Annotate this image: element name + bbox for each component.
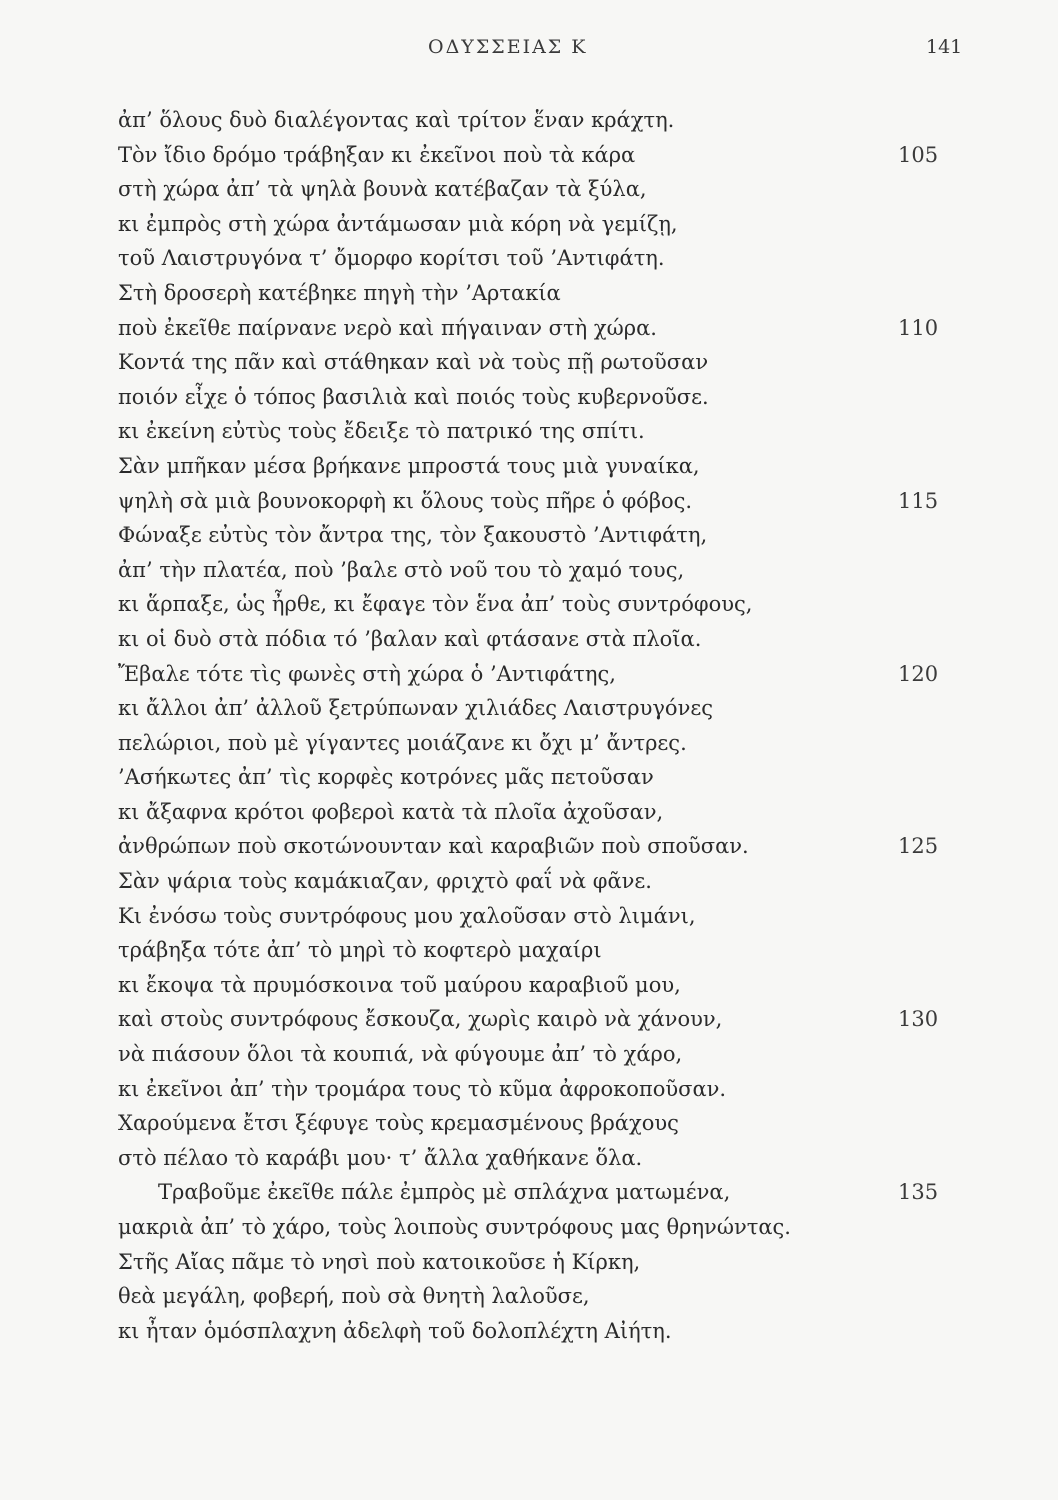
line-number: 115 <box>898 488 939 513</box>
verse-text: κι ἐκεῖνοι ἀπ’ τὴν τρομάρα τους τὸ κῦμα ἀφροκοποῦσαν. <box>118 1076 727 1101</box>
verse-text: κι ἄξαφνα κρότοι φοβεροὶ κατὰ τὰ πλοῖα ἀχοῦσαν, <box>118 799 664 824</box>
verse-line <box>118 1002 938 1037</box>
verse-line <box>118 311 938 346</box>
verse-text: μακριὰ ἀπ’ τὸ χάρο, τοὺς λοιποὺς συντρόφους μας θρηνώντας. <box>118 1215 791 1239</box>
verse-line <box>118 587 938 622</box>
verse-line <box>118 1175 938 1210</box>
verse-line <box>118 760 938 795</box>
verse-text: στὸ πέλαο τὸ καράβι μου· τ’ ἄλλα χαθήκανε ὅλα. <box>118 1145 643 1170</box>
verse-line <box>118 795 938 830</box>
verse-line <box>118 899 938 934</box>
verse-text: κι ἅρπαξε, ὡς ἦρθε, κι ἔφαγε τὸν ἕνα ἀπ’ τοὺς συντρόφους, <box>118 592 753 617</box>
verse-text: τράβηξα τότε ἀπ’ τὸ μηρὶ τὸ κοφτερὸ μαχαίρι <box>118 938 602 963</box>
verse-text: νὰ πιάσουν ὅλοι τὰ κουπιά, νὰ φύγουμε ἀπ’ τὸ χάρο, <box>118 1042 683 1067</box>
verse-line <box>118 829 938 864</box>
verse-text: ποὺ ἐκεῖθε παίρνανε νερὸ καὶ πήγαιναν στὴ χώρα. <box>118 315 657 340</box>
running-title: ΟΔΥΣΣΕΙΑΣ Κ <box>428 36 588 58</box>
verse-line <box>118 933 938 968</box>
verse-text: Στῆς Αἴας πᾶμε τὸ νησὶ ποὺ κατοικοῦσε ἡ Κίρκη, <box>118 1249 641 1274</box>
verse-text: κι ἔκοψα τὰ πρυμόσκοινα τοῦ μαύρου καραβιοῦ μου, <box>118 972 681 997</box>
verse-line <box>118 172 938 207</box>
verse-text: ψηλὴ σὰ μιὰ βουνοκορφὴ κι ὅλους τοὺς πῆρε ὁ φόβος. <box>118 488 693 513</box>
verse-line <box>118 207 938 242</box>
verse-line <box>118 138 938 173</box>
verse-line <box>118 1210 938 1245</box>
verse-text: κι ἐμπρὸς στὴ χώρα ἀντάμωσαν μιὰ κόρη νὰ γεμίζῃ, <box>118 211 678 236</box>
verse-line <box>118 691 938 726</box>
verse-text: ποιόν εἶχε ὁ τόπος βασιλιὰ καὶ ποιός τοὺς κυβερνοῦσε. <box>118 384 709 409</box>
verse-block <box>118 103 938 1348</box>
verse-text: Χαρούμενα ἔτσι ξέφυγε τοὺς κρεμασμένους βράχους <box>118 1111 679 1136</box>
verse-line <box>118 864 938 899</box>
page-number: 141 <box>926 36 963 58</box>
line-number: 120 <box>898 661 939 686</box>
verse-text: Τὸν ἴδιο δρόμο τράβηξαν κι ἐκεῖνοι ποὺ τὰ κάρα <box>118 142 636 167</box>
verse-text: Στὴ δροσερὴ κατέβηκε πηγὴ τὴν ’Αρτακία <box>118 280 561 305</box>
verse-line <box>118 553 938 588</box>
verse-line <box>118 380 938 415</box>
verse-text: Ἔβαλε τότε τὶς φωνὲς στὴ χώρα ὁ ’Αντιφάτης, <box>118 661 616 686</box>
verse-text: Κοντά της πᾶν καὶ στάθηκαν καὶ νὰ τοὺς πῇ ρωτοῦσαν <box>118 350 709 375</box>
verse-line <box>118 1279 938 1314</box>
verse-text: ’Ασήκωτες ἀπ’ τὶς κορφὲς κοτρόνες μᾶς πετοῦσαν <box>118 765 654 790</box>
verse-text: θεὰ μεγάλη, φοβερή, ποὺ σὰ θνητὴ λαλοῦσε, <box>118 1284 590 1309</box>
verse-line <box>118 518 938 553</box>
verse-line <box>118 1141 938 1176</box>
verse-text: καὶ στοὺς συντρόφους ἔσκουζα, χωρὶς καιρὸ νὰ χάνουν, <box>118 1007 723 1032</box>
verse-line <box>118 241 938 276</box>
line-number: 130 <box>898 1007 939 1032</box>
verse-text: Τραβοῦμε ἐκεῖθε πάλε ἐμπρὸς μὲ σπλάχνα ματωμένα, <box>158 1180 731 1205</box>
verse-line <box>118 657 938 692</box>
verse-line <box>118 484 938 519</box>
verse-text: Σὰν μπῆκαν μέσα βρήκανε μπροστά τους μιὰ γυναίκα, <box>118 453 700 478</box>
verse-line <box>118 449 938 484</box>
verse-text: πελώριοι, ποὺ μὲ γίγαντες μοιάζανε κι ὄχι μ’ ἄντρες. <box>118 730 687 755</box>
verse-line <box>118 103 938 138</box>
verse-line <box>118 276 938 311</box>
verse-text: ἀνθρώπων ποὺ σκοτώνουνταν καὶ καραβιῶν ποὺ σποῦσαν. <box>118 834 749 859</box>
verse-text: Φώναξε εὐτὺς τὸν ἄντρα της, τὸν ξακουστὸ ’Αντιφάτη, <box>118 523 708 548</box>
verse-line <box>118 968 938 1003</box>
verse-line <box>118 345 938 380</box>
verse-line <box>118 1314 938 1349</box>
running-header <box>0 36 1058 66</box>
line-number: 125 <box>898 834 939 859</box>
verse-text: κι ἄλλοι ἀπ’ ἀλλοῦ ξετρύπωναν χιλιάδες Λαιστρυγόνες <box>118 696 713 721</box>
line-number: 110 <box>898 315 939 340</box>
line-number: 135 <box>898 1180 939 1205</box>
verse-line <box>118 1106 938 1141</box>
line-number: 105 <box>898 142 939 167</box>
verse-text: κι ἦταν ὁμόσπλαχνη ἀδελφὴ τοῦ δολοπλέχτη Αἰήτη. <box>118 1318 672 1343</box>
verse-line <box>118 1072 938 1107</box>
verse-text: ἀπ’ ὅλους δυὸ διαλέγοντας καὶ τρίτον ἕναν κράχτη. <box>118 108 675 132</box>
verse-line <box>118 622 938 657</box>
verse-line <box>118 414 938 449</box>
verse-text: στὴ χώρα ἀπ’ τὰ ψηλὰ βουνὰ κατέβαζαν τὰ ξύλα, <box>118 177 647 202</box>
verse-text: κι ἐκείνη εὐτὺς τοὺς ἔδειξε τὸ πατρικό της σπίτι. <box>118 419 645 444</box>
verse-text: Κι ἐνόσω τοὺς συντρόφους μου χαλοῦσαν στὸ λιμάνι, <box>118 903 696 928</box>
verse-text: τοῦ Λαιστρυγόνα τ’ ὄμορφο κορίτσι τοῦ ’Αντιφάτη. <box>118 246 665 271</box>
verse-text: κι οἱ δυὸ στὰ πόδια τό ’βαλαν καὶ φτάσανε στὰ πλοῖα. <box>118 626 702 651</box>
verse-text: Σὰν ψάρια τοὺς καμάκιαζαν, φριχτὸ φαΐ νὰ φᾶνε. <box>118 869 652 894</box>
verse-line <box>118 726 938 761</box>
verse-line <box>118 1245 938 1280</box>
verse-line <box>118 1037 938 1072</box>
verse-text: ἀπ’ τὴν πλατέα, ποὺ ’βαλε στὸ νοῦ του τὸ χαμό τους, <box>118 557 685 582</box>
